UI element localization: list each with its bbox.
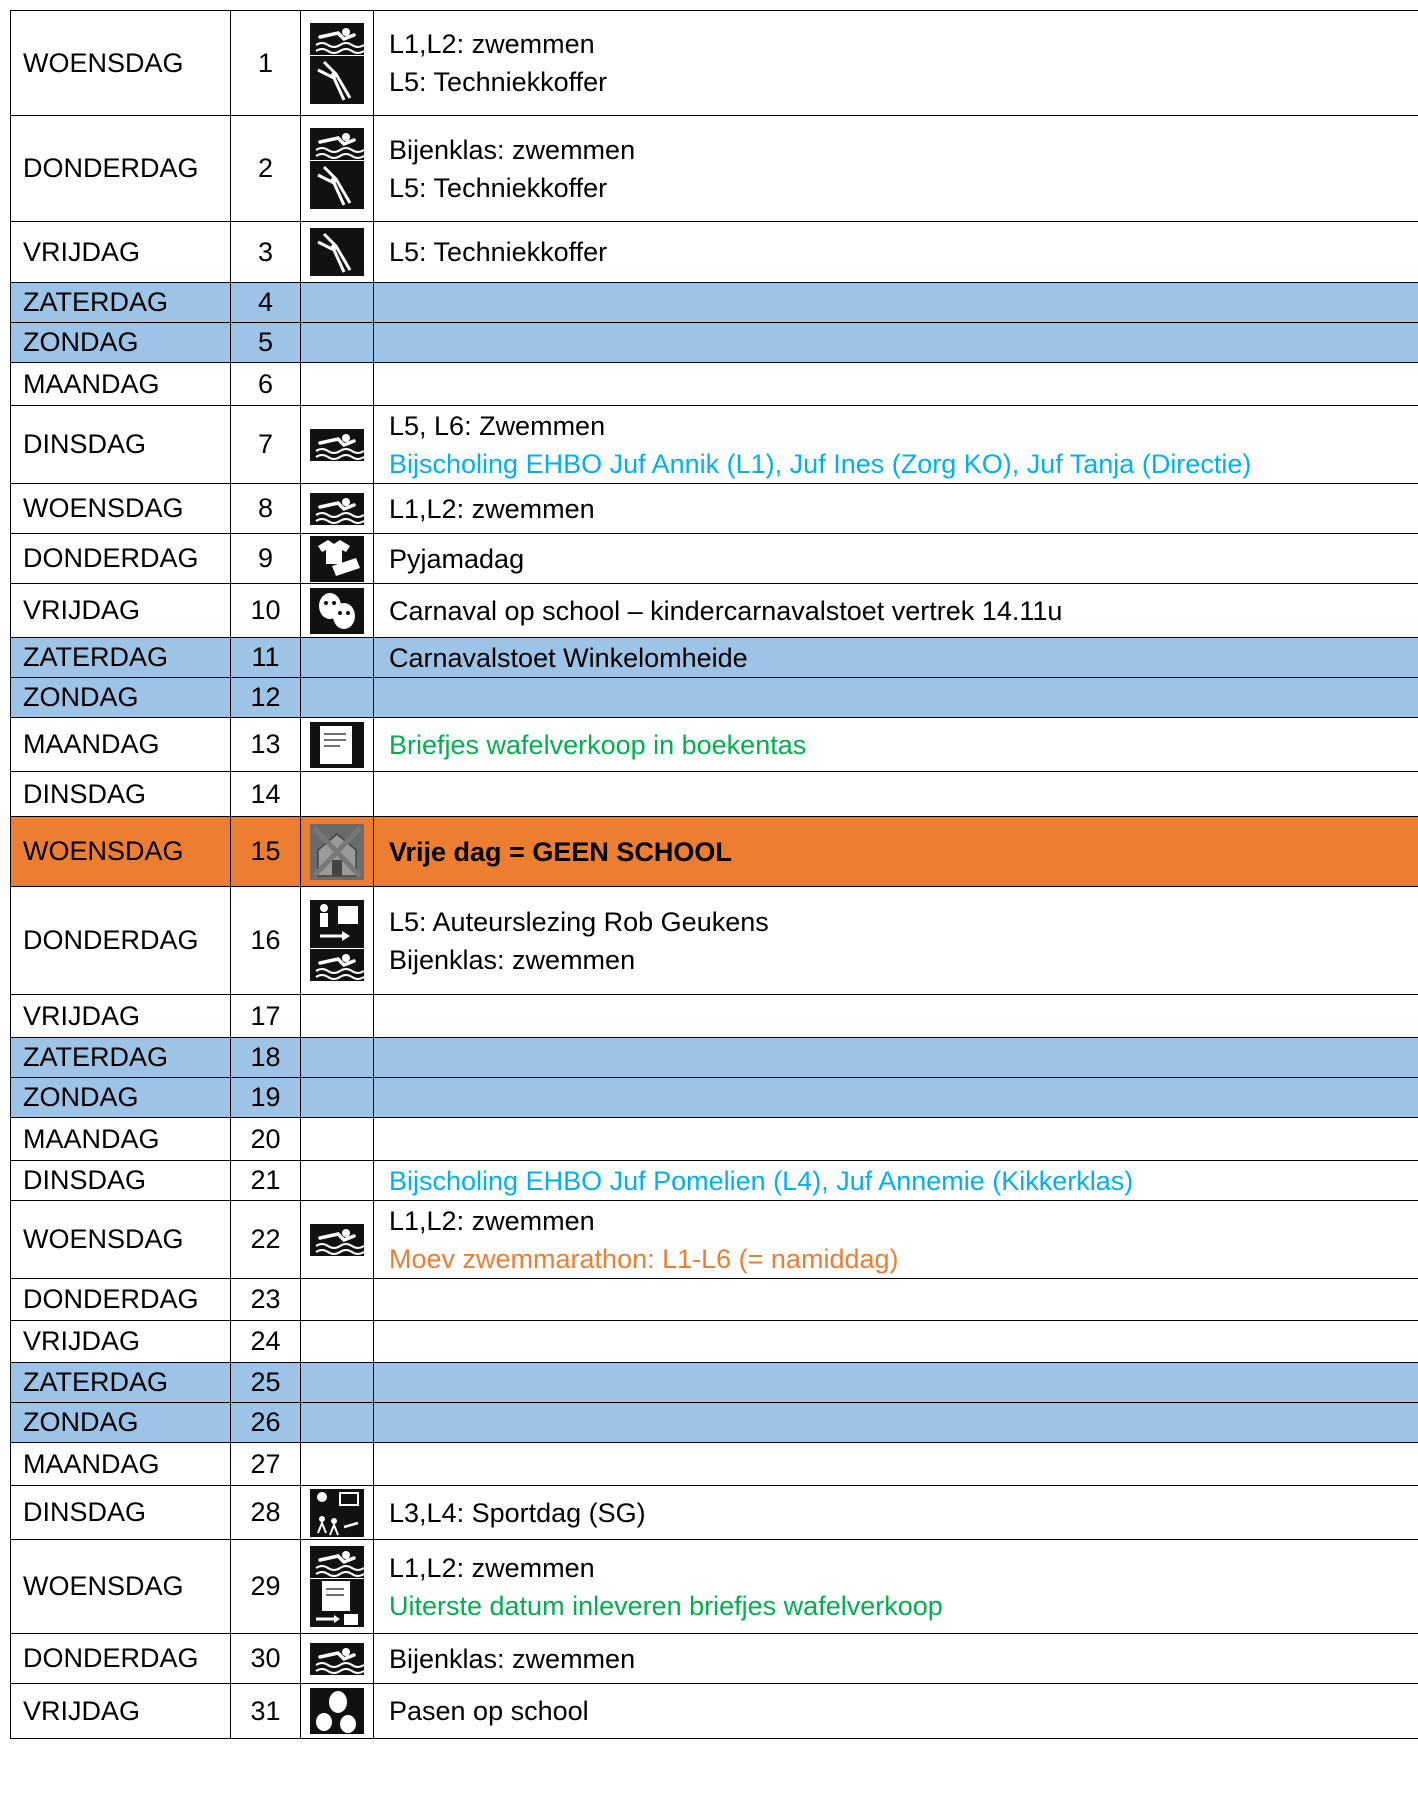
activity-cell (374, 678, 1418, 717)
activity-cell (374, 1279, 1418, 1320)
calendar-row (10, 817, 1418, 887)
calendar-row (10, 1078, 1418, 1118)
day-name: VRIJDAG (10, 1321, 231, 1362)
day-name: DONDERDAG (10, 116, 231, 221)
day-number: 29 (231, 1540, 301, 1633)
calendar-row (10, 1403, 1418, 1443)
day-number: 20 (231, 1118, 301, 1160)
icon-stack (310, 1688, 364, 1734)
icon-stack (310, 128, 364, 209)
activity-text: Vrije dag = GEEN SCHOOL (389, 836, 732, 867)
activity-text: L5, L6: Zwemmen (389, 410, 606, 441)
carnival-masks-icon (310, 588, 364, 634)
activity-cell (374, 1684, 1418, 1738)
calendar-row (10, 406, 1418, 484)
calendar-row (10, 772, 1418, 817)
icon-cell (301, 116, 374, 221)
icon-stack (310, 23, 364, 104)
icon-stack (310, 1224, 364, 1256)
day-name: WOENSDAG (10, 1201, 231, 1278)
activity-text: Bijscholing EHBO Juf Annik (L1), Juf Ines (Zorg KO), Juf Tanja (Directie) (389, 448, 1252, 479)
activity-cell (374, 1321, 1418, 1362)
calendar-row (10, 1540, 1418, 1634)
day-name: DINSDAG (10, 1486, 231, 1539)
day-name: ZONDAG (10, 1078, 231, 1117)
icon-cell (301, 1201, 374, 1278)
icon-cell (301, 363, 374, 405)
pliers-icon (310, 228, 364, 276)
activity-cell (374, 11, 1418, 115)
icon-stack (310, 429, 364, 461)
day-number: 7 (231, 406, 301, 483)
icon-cell (301, 1540, 374, 1633)
icon-cell (301, 1486, 374, 1539)
calendar-row (10, 10, 1418, 116)
activity-text: Briefjes wafelverkoop in boekentas (389, 729, 807, 760)
activity-text: L1,L2: zwemmen (389, 29, 595, 59)
day-name: MAANDAG (10, 1118, 231, 1160)
activity-text: Uiterste datum inleveren briefjes wafelverkoop (389, 1590, 943, 1621)
calendar-row (10, 534, 1418, 584)
activity-cell (374, 718, 1418, 771)
day-name: WOENSDAG (10, 1540, 231, 1633)
icon-cell (301, 1684, 374, 1738)
icon-cell (301, 1038, 374, 1077)
swim-icon (310, 23, 364, 55)
day-name: DONDERDAG (10, 1279, 231, 1320)
icon-cell (301, 1321, 374, 1362)
icon-stack (310, 1489, 364, 1537)
day-name: ZONDAG (10, 678, 231, 717)
day-number: 5 (231, 323, 301, 362)
icon-cell (301, 406, 374, 483)
icon-stack (310, 228, 364, 276)
calendar-row (10, 283, 1418, 323)
activity-text: L1,L2: zwemmen (389, 1552, 595, 1583)
icon-cell (301, 638, 374, 677)
icon-cell (301, 1403, 374, 1442)
swim-icon (310, 429, 364, 461)
activity-cell (374, 323, 1418, 362)
calendar-row (10, 1443, 1418, 1486)
activity-cell (374, 534, 1418, 583)
day-number: 26 (231, 1403, 301, 1442)
icon-cell (301, 995, 374, 1037)
day-name: ZATERDAG (10, 1363, 231, 1402)
calendar-row (10, 363, 1418, 406)
calendar-row (10, 678, 1418, 718)
day-name: MAANDAG (10, 363, 231, 405)
day-name: ZATERDAG (10, 1038, 231, 1077)
calendar-row (10, 116, 1418, 222)
icon-cell (301, 1078, 374, 1117)
activity-cell (374, 1201, 1418, 1278)
activity-text: L5: Techniekkoffer (389, 172, 608, 203)
activity-text: Carnavalstoet Winkelomheide (389, 642, 748, 673)
day-number: 14 (231, 772, 301, 816)
icon-stack (310, 1546, 364, 1627)
icon-cell (301, 718, 374, 771)
activity-text: Moev zwemmarathon: L1-L6 (= namiddag) (389, 1243, 899, 1274)
day-number: 25 (231, 1363, 301, 1402)
day-number: 4 (231, 283, 301, 322)
icon-cell (301, 323, 374, 362)
activity-cell (374, 1443, 1418, 1485)
icon-cell (301, 11, 374, 115)
calendar-row (10, 323, 1418, 363)
activity-cell (374, 1161, 1418, 1200)
icon-cell (301, 887, 374, 994)
easter-icon (310, 1688, 364, 1734)
day-name: DONDERDAG (10, 887, 231, 994)
letter-icon (310, 722, 364, 768)
pliers-icon (310, 161, 364, 209)
icon-cell (301, 1279, 374, 1320)
day-name: DINSDAG (10, 772, 231, 816)
calendar-row (10, 1486, 1418, 1540)
day-name: ZATERDAG (10, 638, 231, 677)
activity-text: Bijscholing EHBO Juf Pomelien (L4), Juf Annemie (Kikkerklas) (389, 1165, 1134, 1196)
day-number: 13 (231, 718, 301, 771)
day-name: VRIJDAG (10, 222, 231, 282)
activity-text: L1,L2: zwemmen (389, 1205, 595, 1236)
activity-cell (374, 283, 1418, 322)
day-number: 10 (231, 584, 301, 637)
calendar-row (10, 1201, 1418, 1279)
activity-text: L1,L2: zwemmen (389, 493, 595, 524)
icon-stack (310, 493, 364, 525)
day-number: 28 (231, 1486, 301, 1539)
swim-icon (310, 128, 364, 160)
icon-cell (301, 678, 374, 717)
no-school-icon (310, 824, 364, 880)
calendar-row (10, 1118, 1418, 1161)
icon-cell (301, 222, 374, 282)
calendar-row (10, 1161, 1418, 1201)
icon-stack (310, 722, 364, 768)
letter-to-school-icon (310, 1579, 364, 1627)
day-number: 11 (231, 638, 301, 677)
day-number: 2 (231, 116, 301, 221)
icon-cell (301, 1634, 374, 1683)
day-name: VRIJDAG (10, 584, 231, 637)
activity-cell (374, 1363, 1418, 1402)
activity-cell (374, 406, 1418, 483)
day-number: 15 (231, 817, 301, 886)
activity-cell (374, 584, 1418, 637)
activity-cell (374, 1118, 1418, 1160)
day-name: DONDERDAG (10, 1634, 231, 1683)
activity-text: L5: Techniekkoffer (389, 67, 608, 97)
day-number: 22 (231, 1201, 301, 1278)
day-number: 30 (231, 1634, 301, 1683)
icon-cell (301, 534, 374, 583)
icon-cell (301, 1363, 374, 1402)
icon-stack (310, 1643, 364, 1675)
calendar-row (10, 1634, 1418, 1684)
activity-cell (374, 1403, 1418, 1442)
activity-cell (374, 995, 1418, 1037)
activity-text: Bijenklas: zwemmen (389, 134, 636, 165)
calendar-row (10, 995, 1418, 1038)
day-number: 17 (231, 995, 301, 1037)
day-name: WOENSDAG (10, 484, 231, 533)
day-name: DONDERDAG (10, 534, 231, 583)
pyjama-icon (310, 536, 364, 582)
author-visit-icon (310, 900, 364, 948)
swim-icon (310, 1546, 364, 1578)
day-number: 9 (231, 534, 301, 583)
calendar-row (10, 638, 1418, 678)
calendar-row (10, 1684, 1418, 1739)
activity-text: L3,L4: Sportdag (SG) (389, 1497, 646, 1528)
activity-cell (374, 1486, 1418, 1539)
activity-text: L5: Techniekkoffer (389, 237, 608, 267)
swim-icon (310, 493, 364, 525)
activity-cell (374, 1634, 1418, 1683)
sports-day-icon (310, 1489, 364, 1537)
day-name: VRIJDAG (10, 1684, 231, 1738)
day-number: 18 (231, 1038, 301, 1077)
activity-cell (374, 363, 1418, 405)
activity-text: Pyjamadag (389, 543, 525, 574)
calendar-row (10, 1279, 1418, 1321)
icon-stack (310, 900, 364, 981)
day-number: 19 (231, 1078, 301, 1117)
activity-cell (374, 817, 1418, 886)
day-number: 31 (231, 1684, 301, 1738)
day-name: MAANDAG (10, 1443, 231, 1485)
day-name: WOENSDAG (10, 817, 231, 886)
calendar-row (10, 484, 1418, 534)
icon-cell (301, 1443, 374, 1485)
calendar-row (10, 1363, 1418, 1403)
activity-text: Pasen op school (389, 1696, 589, 1726)
activity-text: L5: Auteurslezing Rob Geukens (389, 906, 769, 937)
activity-text: Bijenklas: zwemmen (389, 1643, 636, 1674)
activity-cell (374, 116, 1418, 221)
day-name: ZONDAG (10, 1403, 231, 1442)
swim-icon (310, 1643, 364, 1675)
activity-cell (374, 887, 1418, 994)
icon-cell (301, 283, 374, 322)
calendar-row (10, 887, 1418, 995)
activity-cell (374, 222, 1418, 282)
icon-stack (310, 824, 364, 880)
calendar-row (10, 1038, 1418, 1078)
day-number: 12 (231, 678, 301, 717)
day-name: DINSDAG (10, 1161, 231, 1200)
icon-cell (301, 484, 374, 533)
day-number: 6 (231, 363, 301, 405)
calendar-row (10, 718, 1418, 772)
pliers-icon (310, 56, 364, 104)
activity-cell (374, 1078, 1418, 1117)
day-number: 3 (231, 222, 301, 282)
day-number: 27 (231, 1443, 301, 1485)
day-number: 16 (231, 887, 301, 994)
swim-icon (310, 949, 364, 981)
icon-cell (301, 584, 374, 637)
icon-stack (310, 588, 364, 634)
day-number: 8 (231, 484, 301, 533)
activity-text: Carnaval op school – kindercarnavalstoet vertrek 14.11u (389, 595, 1063, 626)
day-name: VRIJDAG (10, 995, 231, 1037)
day-name: ZATERDAG (10, 283, 231, 322)
icon-cell (301, 1118, 374, 1160)
day-number: 1 (231, 11, 301, 115)
activity-text: Bijenklas: zwemmen (389, 944, 636, 975)
icon-stack (310, 536, 364, 582)
day-number: 21 (231, 1161, 301, 1200)
day-name: ZONDAG (10, 323, 231, 362)
icon-cell (301, 772, 374, 816)
day-name: MAANDAG (10, 718, 231, 771)
calendar-row (10, 222, 1418, 283)
day-number: 23 (231, 1279, 301, 1320)
icon-cell (301, 817, 374, 886)
calendar-row (10, 584, 1418, 638)
activity-cell (374, 1540, 1418, 1633)
day-name: DINSDAG (10, 406, 231, 483)
day-name: WOENSDAG (10, 11, 231, 115)
activity-cell (374, 772, 1418, 816)
swim-icon (310, 1224, 364, 1256)
day-number: 24 (231, 1321, 301, 1362)
activity-cell (374, 1038, 1418, 1077)
activity-cell (374, 638, 1418, 677)
calendar-row (10, 1321, 1418, 1363)
icon-cell (301, 1161, 374, 1200)
calendar-table (10, 10, 1418, 1739)
activity-cell (374, 484, 1418, 533)
